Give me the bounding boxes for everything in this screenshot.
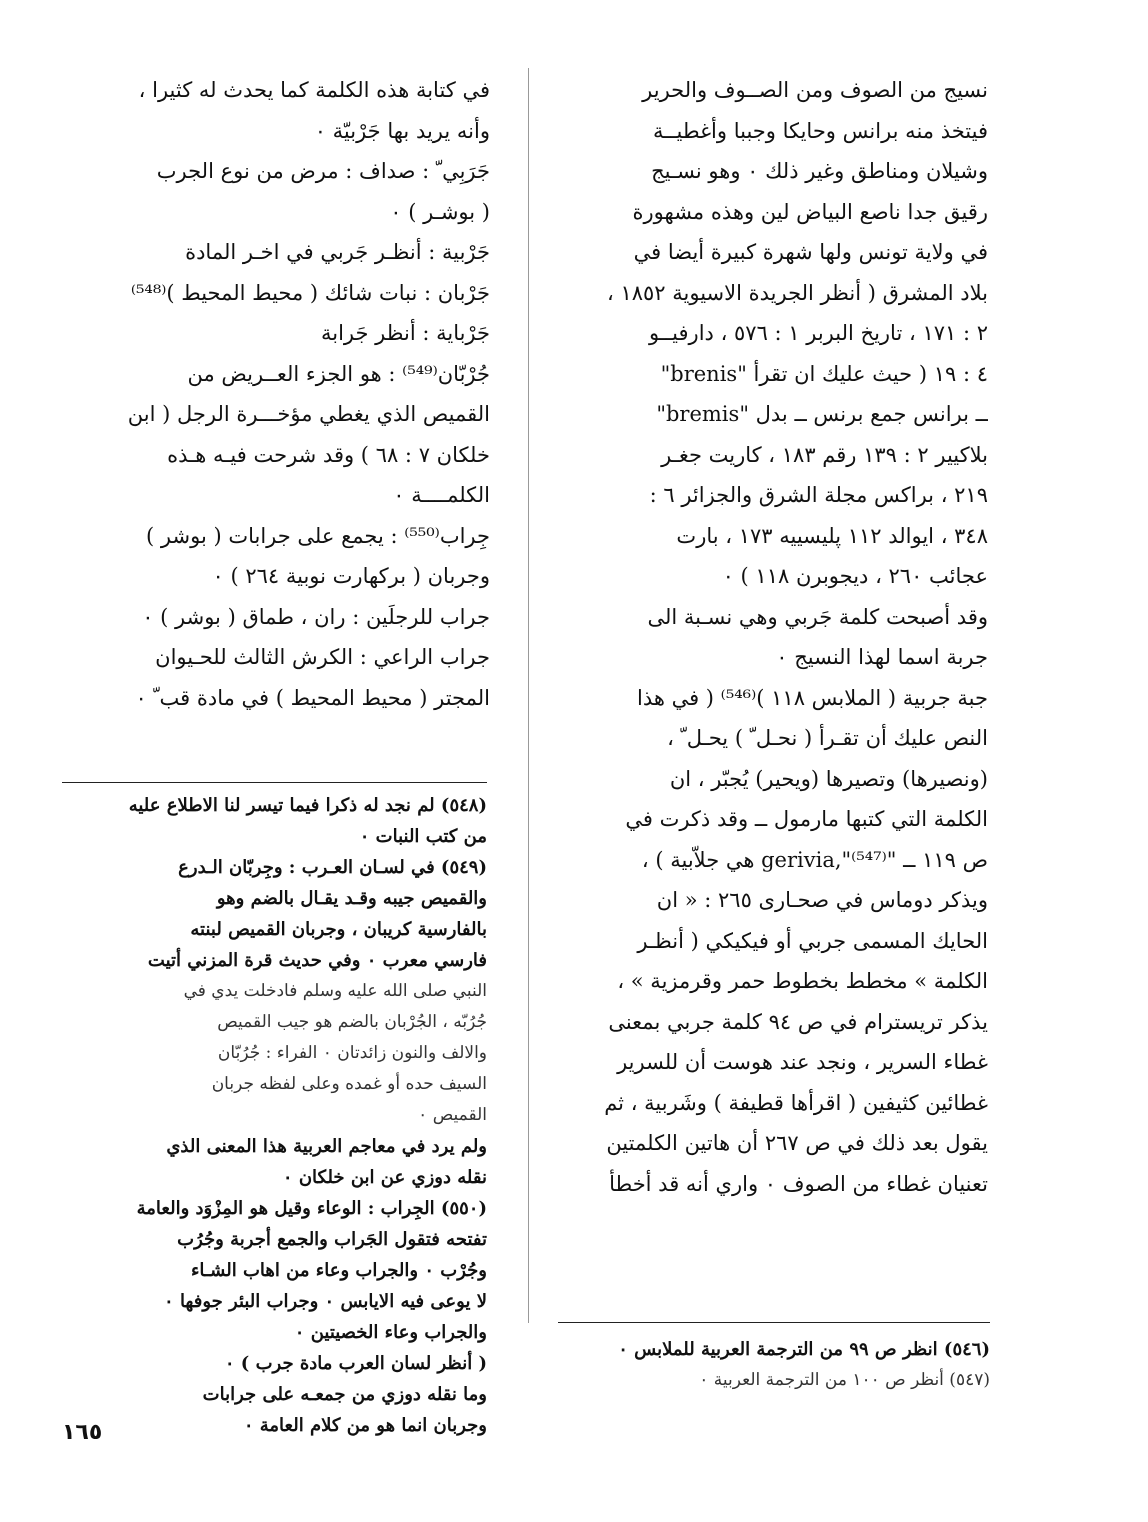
text-line: جربة اسما لهذا النسيج ٠: [776, 645, 988, 669]
text-line: فيتخذ منه برانس وحايكا وجببا وأغطيــة: [652, 118, 988, 143]
text-line: يذكر تريسترام في ص ٩٤ كلمة جربي بمعنى: [608, 1009, 988, 1034]
footnote-line: لا يوعى فيه الايابس ٠ وجراب البئر جوفها ٠: [164, 1291, 487, 1312]
text-line: (ونصيرها) وتصيرها (ويحير) يُجبّر ، ان: [669, 766, 988, 791]
text-line: ص ١١٩ ــ "gerivia,"⁽⁵⁴⁷⁾ هي جلاّبية ) ،: [641, 847, 988, 872]
footnote-line: القميص ٠: [418, 1105, 487, 1125]
footnote-line: وما نقله دوزي من جمعـه على جرابات: [202, 1384, 487, 1405]
text-line: جراب الراعي : الكرش الثالث للحـيوان: [155, 645, 490, 669]
footnote-line: ( أنظر لسان العرب مادة جرب ) ٠: [224, 1353, 487, 1374]
footnote-line: (٥٤٧) أنظر ص ١٠٠ من الترجمة العربية ٠: [699, 1370, 990, 1390]
footnote-line: (٥٤٨) لم نجد له ذكرا فيما تيسر لنا الاطلاع عليه: [128, 795, 487, 816]
footnote-line: جُرُبّه ، الجُرْبان بالضم هو جيب القميص: [217, 1012, 487, 1032]
text-line: ٢ : ١٧١ ، تاريخ البربر ١ : ٥٧٦ ، دارفيــو: [649, 321, 988, 345]
text-line: جَرَبِي ّ : صداف : مرض من نوع الجرب: [156, 159, 490, 183]
footnote-line: وجُرْب ٠ والجراب وعاء من اهاب الشـاء: [190, 1260, 487, 1281]
footnote-line: وجربان انما هو من كلام العامة ٠: [243, 1415, 487, 1436]
footnote-line: نقله دوزي عن ابن خلكان ٠: [282, 1167, 487, 1188]
text-line: تعنيان غطاء من الصوف ٠ واري أنه قد أخطأ: [609, 1171, 988, 1196]
footnote-line: والقميص جيبه وقـد يقـال بالضم وهو: [216, 888, 487, 909]
footnote-line: ولم يرد في معاجم العربية هذا المعنى الذي: [166, 1136, 487, 1157]
text-line: وأنه يريد بها جَرْبيّة ٠: [314, 118, 490, 143]
text-line: الحايك المسمى جربي أو فيكيكي ( أنظـر: [637, 928, 988, 953]
footnote-line: النبي صلى الله عليه وسلم فادخلت يدي في: [183, 981, 487, 1001]
text-line: ويذكر دوماس في صحـارى ٢٦٥ : « ان: [656, 888, 988, 912]
text-line: ٣٤٨ ، ايوالد ١١٢ پليسييه ١٧٣ ، بارت: [676, 523, 988, 548]
footnote-line: من كتب النبات ٠: [359, 826, 487, 847]
footnote-line: فارسي معرب ٠ وفي حديث قرة المزني أتيت: [147, 950, 487, 971]
left-text-column: [70, 70, 490, 718]
footnote-separator-right: [558, 1322, 990, 1323]
text-line: جَرْبان : نبات شائك ( محيط المحيط )⁽⁵⁴⁸⁾: [130, 280, 490, 305]
text-line: رقيق جدا ناصع البياض لين وهذه مشهورة: [632, 199, 988, 224]
right-text-column: [568, 70, 988, 1204]
page-number: ١٦٥: [62, 1420, 103, 1445]
text-line: غطاء السرير ، ونجد عند هوست أن للسرير: [617, 1050, 988, 1074]
text-line: الكلمة » مخطط بخطوط حمر وقرمزية » ،: [617, 969, 988, 993]
text-line: جَرْباية : أنظر جَرابة: [320, 321, 490, 345]
column-divider: [528, 68, 529, 1323]
text-line: جُرْبّان⁽⁵⁴⁹⁾ : هو الجزء العــريض من: [187, 361, 490, 386]
text-line: جِراب⁽⁵⁵⁰⁾ : يجمع على جرابات ( بوشر ): [146, 523, 490, 548]
text-line: وشيلان ومناطق وغير ذلك ٠ وهو نسـيج: [651, 159, 988, 183]
text-line: ٤ : ١٩ ( حيث عليك ان تقرأ "brenis": [660, 361, 988, 386]
text-line: الكلمة التي كتبها مارمول ــ وقد ذكرت في: [625, 807, 988, 831]
text-line: ( بوشـر ) ٠: [390, 199, 490, 224]
text-line: القميص الذي يغطي مؤخـــرة الرجل ( ابن: [127, 402, 490, 426]
text-line: وجربان ( بركهارت نوبية ٢٦٤ ) ٠: [212, 564, 490, 588]
text-line: وقد أصبحت كلمة جَربي وهي نسـبة الى: [647, 604, 988, 629]
footnotes-right: [558, 1334, 990, 1396]
text-line: ٢١٩ ، براكس مجلة الشرق والجزائر ٦ :: [649, 483, 988, 507]
footnote-line: السيف حده أو غمده وعلى لفظه جربان: [211, 1074, 487, 1094]
text-line: يقول بعد ذلك في ص ٢٦٧ أن هاتين الكلمتين: [606, 1131, 988, 1155]
footnote-line: (٥٥٠) الجِراب : الوعاء وقيل هو المِزْوَد والعامة: [136, 1198, 487, 1219]
text-line: نسيج من الصوف ومن الصــوف والحرير: [642, 78, 988, 102]
text-line: الكلمــــة ٠: [393, 483, 490, 507]
footnote-line: (٥٤٩) في لسـان العـرب : وجِربّان الـدرع: [178, 857, 487, 878]
text-line: ــ برانس جمع برنس ــ بدل "bremis": [656, 402, 988, 426]
footnote-line: بالفارسية كريبان ، وجربان القميص لبنته: [190, 919, 487, 940]
footnotes-left: [62, 790, 487, 1441]
text-line: عجائب ٢٦٠ ، ديجوبرن ١١٨ ) ٠: [722, 564, 988, 588]
text-line: جبة جربية ( الملابس ١١٨ )⁽⁵⁴⁶⁾ ( في هذا: [636, 685, 988, 710]
text-line: جراب للرجلَين : ران ، طماق ( بوشر ) ٠: [142, 604, 490, 629]
footnote-line: والالف والنون زائدتان ٠ الفراء : جُرُبّان: [217, 1043, 487, 1063]
text-line: المجتر ( محيط المحيط ) في مادة قب ّ ٠: [135, 685, 490, 710]
footnote-line: (٥٤٦) انظر ص ٩٩ من الترجمة العربية للملابس ٠: [618, 1339, 990, 1360]
text-line: جَرْبية : أنظـر جَربي في اخـر المادة: [185, 240, 490, 264]
footnote-separator-left: [62, 782, 487, 783]
text-line: النص عليك أن تقـرأ ( نحـل ّ ) يحـل ّ ،: [667, 726, 988, 750]
text-line: خلكان ٧ : ٦٨ ) وقد شرحت فيـه هـذه: [167, 442, 490, 467]
text-line: بلاكيير ٢ : ١٣٩ رقم ١٨٣ ، كاريت جغـر: [661, 442, 988, 467]
text-line: غطائين كثيفين ( اقرأها قطيفة ) وشَربية ، ثم: [604, 1090, 988, 1115]
footnote-line: والجراب وعاء الخصيتين ٠: [294, 1322, 487, 1343]
text-line: في كتابة هذه الكلمة كما يحدث له كثيرا ،: [138, 78, 490, 102]
text-line: بلاد المشرق ( أنظر الجريدة الاسيوية ١٨٥٢ ،: [607, 280, 988, 305]
text-line: في ولاية تونس ولها شهرة كبيرة أيضا في: [633, 240, 988, 264]
footnote-line: تفتحه فتقول الجَراب والجمع أجربة وجُرُب: [177, 1229, 487, 1250]
